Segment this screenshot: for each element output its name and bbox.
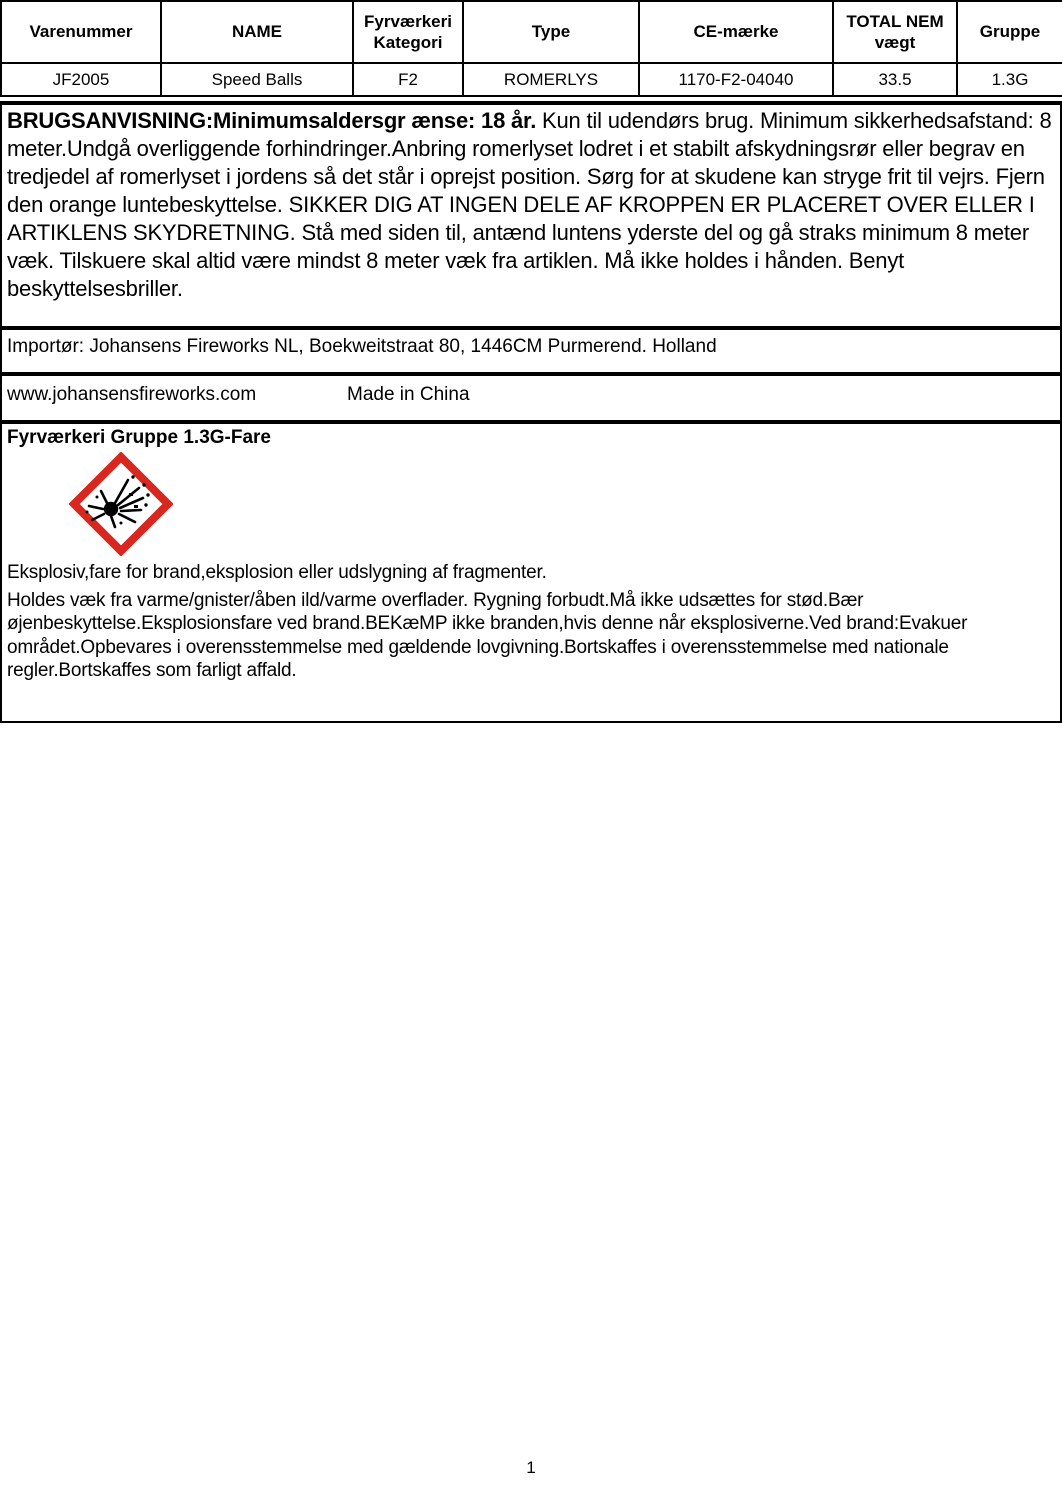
hazard-statement-2: Holdes væk fra varme/gnister/åben ild/varme overflader. Rygning forbudt.Må ikke udsættes for stød.Bær øjenbeskyttelse.Eksplosionsfare ved brand.BEKæMP ikke branden,hvis denne når eksplosiverne.Ved brand:Evakuer området.Opbevares i overensstemmelse med gældende lovgivning.Bortskaffes i overensstemmelse med nationale regler.Bortskaffes som farligt affald. [7, 589, 968, 681]
cell-name: Speed Balls [161, 63, 353, 96]
ghs01-exploding-bomb-icon [69, 452, 173, 556]
usage-instructions-section [0, 101, 1062, 328]
cell-kategori: F2 [353, 63, 463, 96]
usage-instructions-paragraph [7, 107, 1055, 303]
hazard-group-title: Fyrværkeri Gruppe 1.3G-Fare [7, 427, 271, 448]
column-header-varenummer: Varenummer [1, 1, 161, 63]
instructions-lead-bold: BRUGSANVISNING:Minimumsaldersgr ænse: 18 år. [7, 108, 537, 133]
cell-nem-vaegt: 33.5 [833, 63, 957, 96]
hazard-section [0, 422, 1062, 723]
cell-type: ROMERLYS [463, 63, 639, 96]
column-header-nem-vaegt: TOTAL NEM vægt [833, 1, 957, 63]
product-spec-table [0, 0, 1062, 97]
page-number: 1 [526, 1458, 536, 1477]
table-row [1, 63, 1062, 96]
website-text: www.johansensfireworks.com [7, 384, 257, 405]
hazard-statement-1: Eksplosiv,fare for brand,eksplosion eller udslygning af fragmenter. [7, 562, 547, 583]
column-header-kategori: Fyrværkeri Kategori [353, 1, 463, 63]
column-header-type: Type [463, 1, 639, 63]
cell-gruppe: 1.3G [957, 63, 1062, 96]
cell-varenummer: JF2005 [1, 63, 161, 96]
instructions-body-text: Kun til udendørs brug. Minimum sikkerhedsafstand: 8 meter.Undgå overliggende forhindringer.Anbring romerlyset lodret i et stabilt afskydningsrør eller begrav en tredjedel af romerlyset i jordens så det står i oprejst position. Sørg for at skudene kan stryge frit til vejrs. Fjern den orange luntebeskyttelse. SIKKER DIG AT INGEN DELE AF KROPPEN ER PLACERET OVER ELLER I ARTIKLENS SKYDRETNING. Stå med siden til, antænd luntens yderste del og gå straks minimum 8 meter væk. Tilskuere skal altid være mindst 8 meter væk fra artiklen. Må ikke holdes i hånden. Benyt beskyttelsesbriller. [7, 108, 1052, 301]
made-in-text: Made in China [347, 384, 470, 405]
column-header-name: NAME [161, 1, 353, 63]
origin-section [0, 374, 1062, 422]
column-header-ce-maerke: CE-mærke [639, 1, 833, 63]
product-label-document [0, 0, 1062, 723]
cell-ce-maerke: 1170-F2-04040 [639, 63, 833, 96]
importer-text: Importør: Johansens Fireworks NL, Boekweitstraat 80, 1446CM Purmerend. Holland [7, 336, 717, 357]
table-header-row [1, 1, 1062, 63]
column-header-gruppe: Gruppe [957, 1, 1062, 63]
importer-section [0, 328, 1062, 374]
